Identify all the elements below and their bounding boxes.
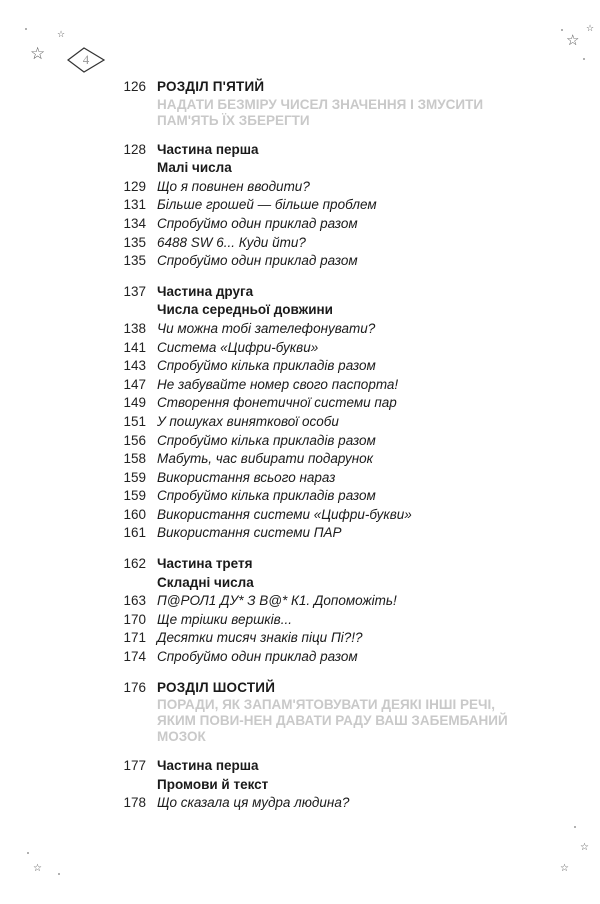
toc-entry — [0, 524, 600, 543]
toc-entry-title: Використання всього нараз — [157, 469, 336, 485]
toc-entry — [0, 611, 600, 630]
toc-part-subtitle — [0, 776, 600, 795]
toc-entry-title: Більше грошей — більше проблем — [157, 197, 377, 213]
part-subtitle: Малі числа — [157, 160, 232, 176]
toc-entry-title: Використання системи «Цифри-букви» — [157, 506, 412, 522]
toc-entry-title: Що я повинен вводити? — [157, 178, 310, 194]
toc-page-number: 147 — [123, 376, 146, 392]
toc-entry-title: Ще трішки вершків... — [157, 611, 292, 627]
page-number-badge — [66, 46, 106, 74]
section-title: РОЗДІЛ ШОСТИЙ — [157, 679, 276, 695]
toc-entry-title: Мабуть, час вибирати подарунок — [157, 451, 373, 467]
page-number: 4 — [82, 52, 90, 67]
toc-entry-title: У пошуках виняткової особи — [157, 413, 339, 429]
toc-entry-title: Спробуймо один приклад разом — [157, 649, 358, 665]
toc-entry-title: Спробуймо один приклад разом — [157, 253, 358, 269]
toc-page-number: 159 — [123, 469, 146, 485]
toc-entry-title: Чи можна тобі зателефонувати? — [157, 320, 376, 336]
toc-entry-title: Спробуймо один приклад разом — [157, 215, 358, 231]
sparkle-dot — [58, 873, 60, 875]
toc-page-number: 134 — [123, 215, 146, 231]
sparkle-dot — [583, 58, 585, 60]
sparkle-dot — [561, 29, 563, 31]
toc-page-number: 176 — [123, 679, 146, 695]
sparkle-dot — [574, 826, 576, 828]
part-subtitle: Числа середньої довжини — [157, 302, 333, 318]
toc-entry — [0, 487, 600, 506]
toc-entry-title: Спробуймо кілька прикладів разом — [157, 488, 376, 504]
toc-page-number: 174 — [123, 649, 146, 665]
toc-page-number: 170 — [123, 611, 146, 627]
part-title: Частина перша — [157, 758, 259, 774]
star-icon: ☆ — [57, 30, 66, 40]
toc-entry — [0, 469, 600, 488]
sparkle-dot — [25, 28, 27, 30]
toc-section-heading — [0, 78, 600, 97]
toc-page-number: 149 — [123, 395, 146, 411]
table-of-contents — [0, 78, 600, 813]
toc-entry — [0, 178, 600, 197]
part-title: Частина перша — [157, 141, 259, 157]
toc-entry-title: Спробуймо кілька прикладів разом — [157, 358, 376, 374]
toc-page-number: 141 — [123, 339, 146, 355]
toc-page-number: 151 — [123, 413, 146, 429]
toc-entry-title: П@РОЛ1 ДУ* З В@* К1. Допоможіть! — [157, 593, 397, 609]
toc-page-number: 160 — [123, 506, 146, 522]
toc-entry — [0, 196, 600, 215]
toc-entry — [0, 339, 600, 358]
star-icon: ☆ — [580, 842, 589, 853]
toc-entry — [0, 794, 600, 813]
toc-page-number: 159 — [123, 488, 146, 504]
toc-entry — [0, 252, 600, 271]
toc-part-subtitle — [0, 574, 600, 593]
part-title: Частина третя — [157, 556, 253, 572]
toc-page-number: 129 — [123, 178, 146, 194]
toc-part-heading — [0, 555, 600, 574]
toc-entry — [0, 450, 600, 469]
toc-entry — [0, 320, 600, 339]
toc-entry-title: Десятки тисяч знаків піци Пі?!? — [157, 630, 363, 646]
section-title: РОЗДІЛ П'ЯТИЙ — [157, 79, 265, 94]
section-subtitle: ПОРАДИ, ЯК ЗАПАМ'ЯТОВУВАТИ ДЕЯКІ ІНШІ РЕЧІ, ЯКИМ ПОВИ-НЕН ДАВАТИ РАДУ ВАШ ЗАБЕМБАНИЙ МОЗОК — [157, 697, 508, 745]
toc-page-number: 126 — [123, 79, 146, 94]
toc-part-subtitle — [0, 159, 600, 178]
toc-entry — [0, 432, 600, 451]
toc-page-number: 135 — [123, 234, 146, 250]
toc-entry — [0, 234, 600, 253]
toc-part-heading — [0, 141, 600, 160]
toc-page-number: 177 — [123, 758, 146, 774]
toc-page-number: 161 — [123, 525, 146, 541]
toc-part-heading — [0, 757, 600, 776]
toc-page-number: 131 — [123, 197, 146, 213]
toc-entry-title: Використання системи ПАР — [157, 525, 342, 541]
star-icon: ☆ — [30, 44, 46, 64]
toc-entry-title: Система «Цифри-букви» — [157, 339, 319, 355]
star-icon: ☆ — [560, 863, 569, 874]
section-subtitle: НАДАТИ БЕЗМІРУ ЧИСЕЛ ЗНАЧЕННЯ І ЗМУСИТИ ПАМ'ЯТЬ ЇХ ЗБЕРЕГТИ — [157, 96, 484, 128]
toc-entry — [0, 357, 600, 376]
toc-entry — [0, 413, 600, 432]
part-subtitle: Складні числа — [157, 574, 254, 590]
toc-page-number: 156 — [123, 432, 146, 448]
toc-entry — [0, 629, 600, 648]
toc-entry — [0, 648, 600, 667]
toc-page-number: 128 — [123, 141, 146, 157]
toc-entry — [0, 506, 600, 525]
toc-page-number: 138 — [123, 320, 146, 336]
toc-page-number: 171 — [123, 630, 146, 646]
toc-page-number: 158 — [123, 451, 146, 467]
toc-page-number: 178 — [123, 795, 146, 811]
toc-entry — [0, 376, 600, 395]
toc-entry — [0, 215, 600, 234]
part-subtitle: Промови й текст — [157, 776, 269, 792]
toc-page-number: 135 — [123, 253, 146, 269]
toc-entry-title: Створення фонетичної системи пар — [157, 395, 397, 411]
sparkle-dot — [27, 852, 29, 854]
toc-part-heading — [0, 283, 600, 302]
star-icon: ☆ — [566, 31, 580, 49]
toc-entry — [0, 592, 600, 611]
toc-entry-title: Спробуймо кілька прикладів разом — [157, 432, 376, 448]
toc-section-heading — [0, 679, 600, 698]
toc-page-number: 143 — [123, 358, 146, 374]
toc-part-subtitle — [0, 301, 600, 320]
part-title: Частина друга — [157, 283, 254, 299]
toc-page-number: 163 — [123, 593, 146, 609]
toc-entry-title: Що сказала ця мудра людина? — [157, 795, 350, 811]
toc-page-number: 137 — [123, 283, 146, 299]
toc-entry-title: Не забувайте номер свого паспорта! — [157, 376, 399, 392]
toc-entry-title: 6488 SW 6... Куди йти? — [157, 234, 306, 250]
toc-page-number: 162 — [123, 556, 146, 572]
toc-entry — [0, 394, 600, 413]
star-icon: ☆ — [586, 24, 595, 34]
star-icon: ☆ — [33, 863, 42, 874]
